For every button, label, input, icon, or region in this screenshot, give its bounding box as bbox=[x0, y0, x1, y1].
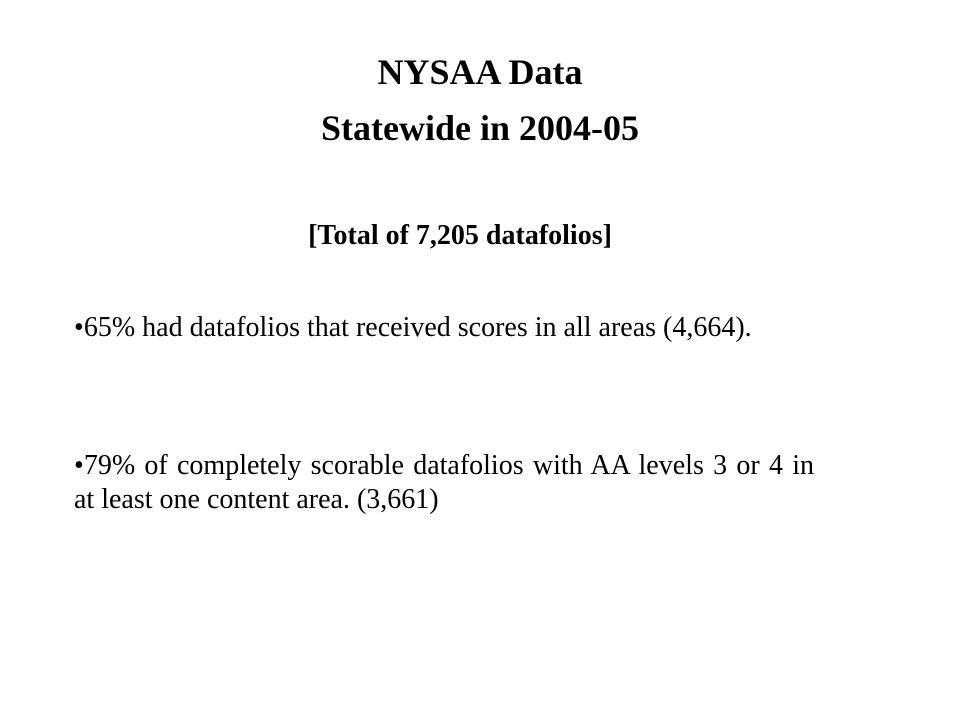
bullet-item bbox=[74, 449, 814, 517]
bullet-text: 79% of completely scorable datafolios with AA levels 3 or 4 in at least one content area. (3,661) bbox=[74, 450, 814, 515]
slide-title-line-1: NYSAA Data bbox=[377, 52, 583, 92]
bullet-item bbox=[74, 311, 814, 345]
bullet-text: 65% had datafolios that received scores in all areas (4,664). bbox=[83, 312, 752, 343]
slide-title-line-2: Statewide in 2004-05 bbox=[321, 108, 639, 148]
slide-subtitle: [Total of 7,205 datafolios] bbox=[308, 220, 612, 251]
bullet-marker: • bbox=[74, 312, 84, 343]
bullet-marker: • bbox=[74, 450, 84, 481]
